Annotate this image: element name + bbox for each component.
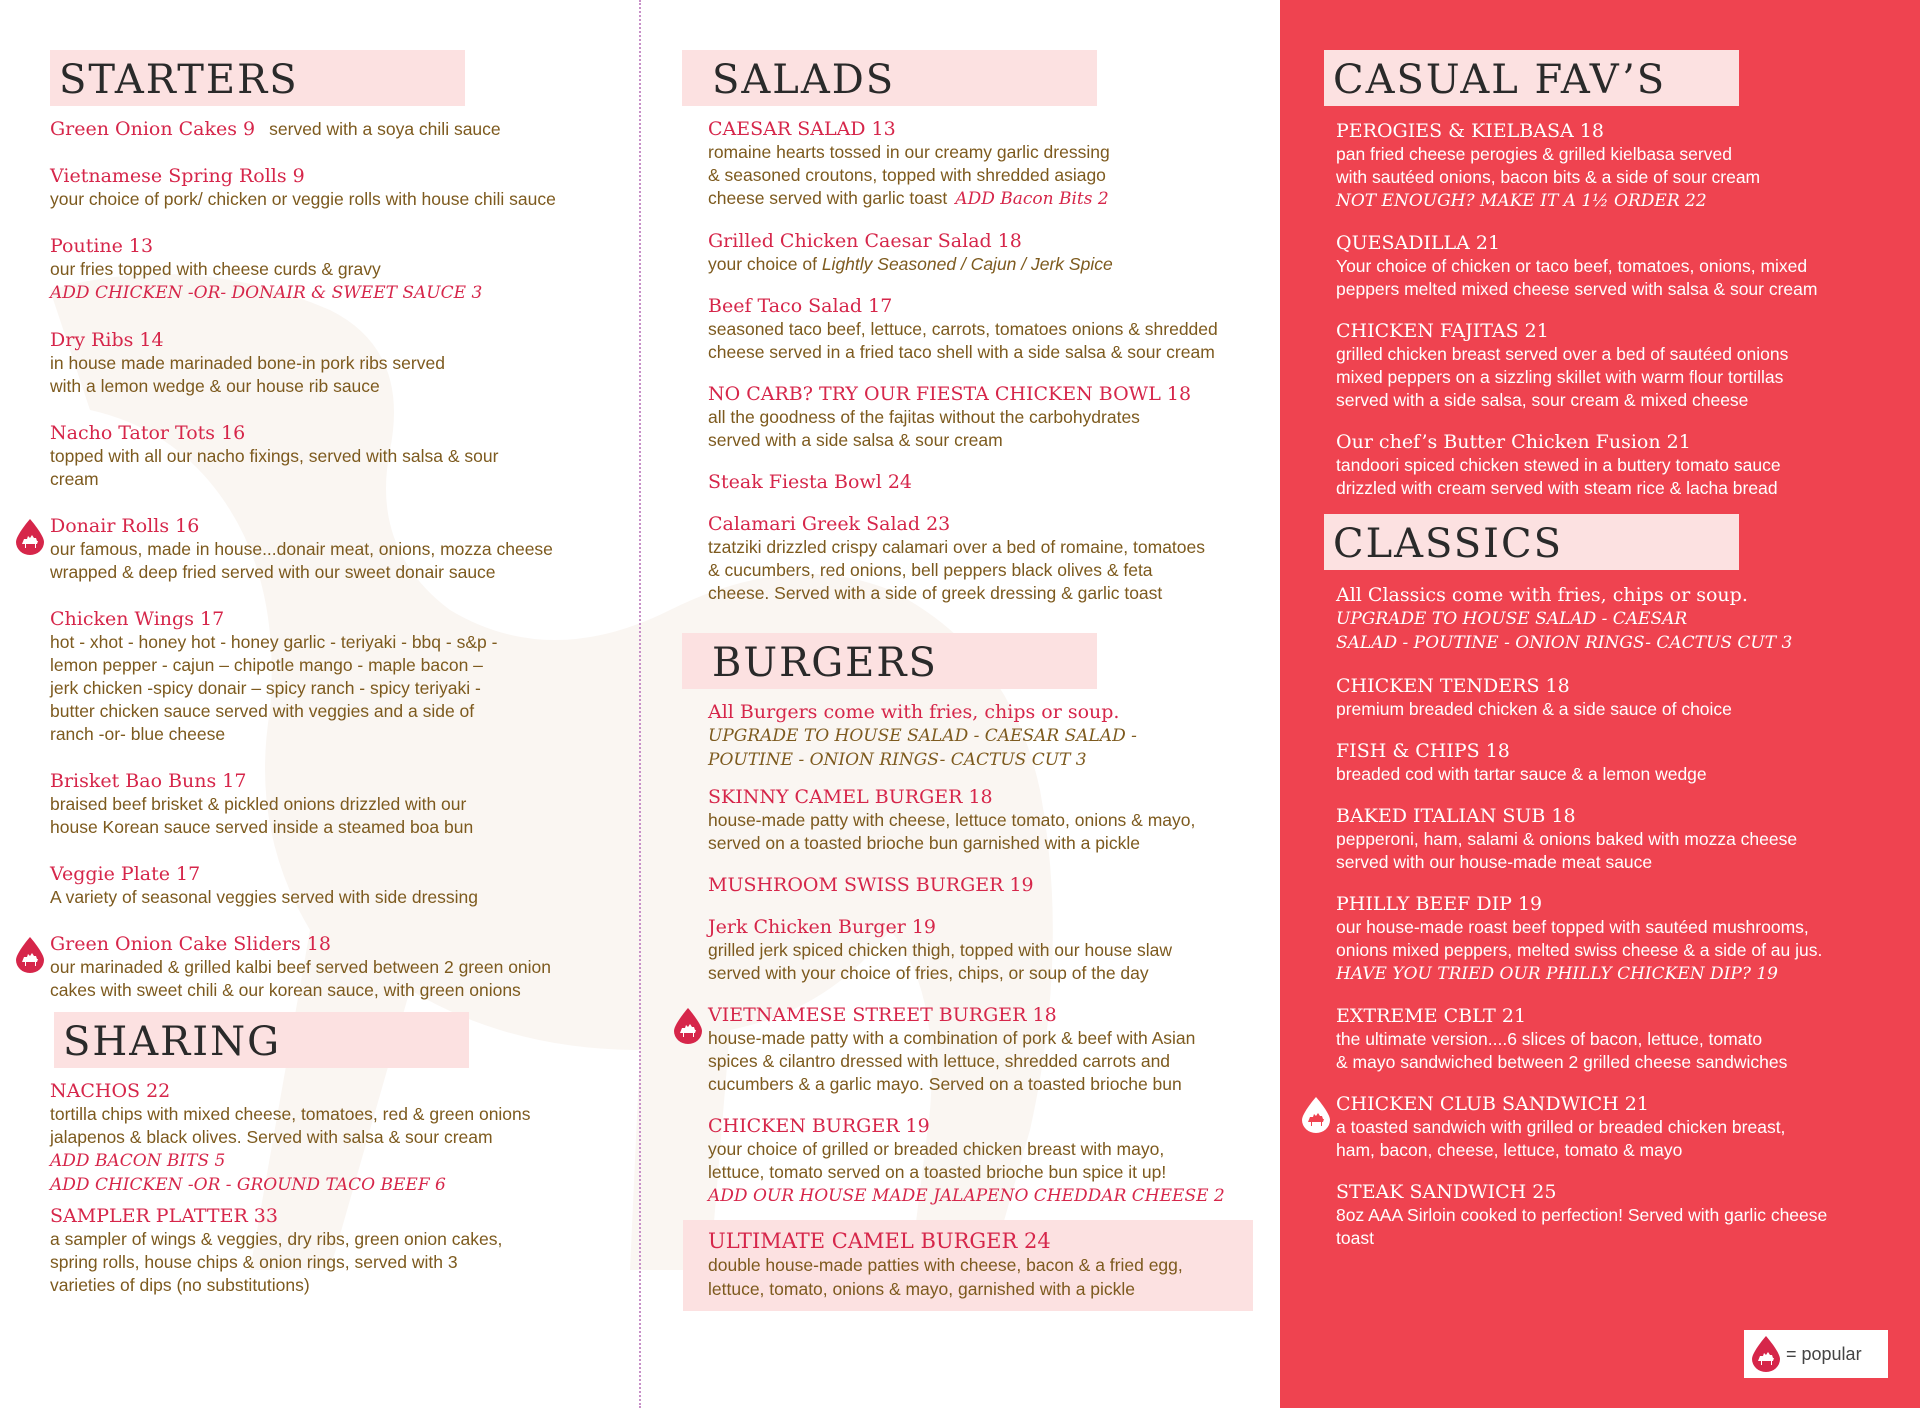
item-name: ULTIMATE CAMEL BURGER 24 (708, 1229, 1051, 1253)
item-desc: our famous, made in house...donair meat, onions, mozza cheese wrapped & deep fried served with our sweet donair sauce (50, 539, 553, 582)
menu-item (1336, 740, 1920, 786)
item-name: BAKED ITALIAN SUB 18 (1336, 805, 1576, 827)
item-name: Dry Ribs 14 (50, 329, 164, 351)
item-addon: ADD Bacon Bits 2 (955, 189, 1109, 209)
legend-label: = popular (1786, 1343, 1862, 1364)
item-desc: the ultimate version....6 slices of bacon, lettuce, tomato & mayo sandwiched between 2 grilled cheese sandwiches (1336, 1029, 1788, 1072)
item-desc: pepperoni, ham, salami & onions baked with mozza cheese served with our house-made meat sauce (1336, 829, 1798, 872)
item-desc: breaded cod with tartar sauce & a lemon wedge (1336, 764, 1707, 784)
item-name: CHICKEN BURGER 19 (708, 1115, 930, 1137)
menu-item (50, 165, 640, 211)
menu-item (708, 513, 1280, 605)
item-name: Calamari Greek Salad 23 (708, 513, 951, 535)
item-desc (708, 253, 1280, 276)
item-name: Our chef’s Butter Chicken Fusion 21 (1336, 431, 1691, 453)
item-addon: HAVE YOU TRIED OUR PHILLY CHICKEN DIP? 19 (1336, 964, 1778, 984)
item-desc: your choice of grilled or breaded chicken breast with mayo, lettuce, tomato served on a toasted brioche bun spice it up! (708, 1139, 1167, 1182)
menu-item (50, 1080, 640, 1197)
item-name: CHICKEN CLUB SANDWICH 21 (1336, 1093, 1649, 1115)
item-desc: braised beef brisket & pickled onions drizzled with our house Korean sauce served inside a steamed boa bun (50, 794, 474, 837)
section-title-salads: SALADS (682, 50, 1097, 106)
item-name: Jerk Chicken Burger 19 (708, 916, 937, 938)
menu-item (1336, 120, 1920, 213)
item-desc: our marinaded & grilled kalbi beef served between 2 green onion cakes with sweet chili & our korean sauce, with green onions (50, 957, 552, 1000)
item-addon: ADD BACON BITS 5 (50, 1151, 226, 1171)
menu-item (50, 770, 640, 839)
burgers-upgrade: UPGRADE TO HOUSE SALAD - CAESAR SALAD - POUTINE - ONION RINGS- CACTUS CUT 3 (708, 726, 1137, 770)
item-name-prefix: NO CARB? (708, 383, 813, 405)
menu-item (1336, 1093, 1920, 1162)
burgers-intro-text: All Burgers come with fries, chips or soup. (708, 701, 1120, 723)
item-desc: A variety of seasonal veggies served with side dressing (50, 887, 479, 907)
menu-item (708, 1004, 1280, 1096)
item-desc: our house-made roast beef topped with sautéed mushrooms, onions mixed peppers, melted swiss cheese & a side of au jus. (1336, 917, 1823, 960)
menu-item (708, 786, 1280, 855)
menu-item (1336, 893, 1920, 986)
menu-item (50, 422, 640, 491)
menu-item (50, 235, 640, 305)
camel-drop-icon (16, 937, 44, 973)
item-desc: your choice of pork/ chicken or veggie rolls with house chili sauce (50, 189, 556, 209)
item-name: CHICKEN FAJITAS 21 (1336, 320, 1549, 342)
item-desc (708, 141, 1280, 211)
menu-item (1336, 1005, 1920, 1074)
item-name: Vietnamese Spring Rolls 9 (50, 165, 305, 187)
popular-legend (1744, 1330, 1888, 1378)
item-desc: Your choice of chicken or taco beef, tomatoes, onions, mixed peppers melted mixed cheese served with salsa & sour cream (1336, 256, 1818, 299)
section-title-classics: CLASSICS (1324, 514, 1739, 570)
item-desc: tzatziki drizzled crispy calamari over a bed of romaine, tomatoes & cucumbers, red onions, bell peppers black olives & feta cheese. Served with a side of greek dressing & garlic toast (708, 537, 1206, 603)
item-desc-text: romaine hearts tossed in our creamy garlic dressing & seasoned croutons, topped with shredded asiago cheese served with garlic toast (708, 142, 1110, 208)
item-desc: grilled chicken breast served over a bed of sautéed onions mixed peppers on a sizzling skillet with warm flour tortillas served with a side salsa, sour cream & mixed cheese (1336, 344, 1789, 410)
item-name: Donair Rolls 16 (50, 515, 200, 537)
item-name: NACHOS 22 (50, 1080, 171, 1102)
item-name: Grilled Chicken Caesar Salad 18 (708, 230, 1022, 252)
item-name: CAESAR SALAD 13 (708, 118, 896, 140)
item-name: FISH & CHIPS 18 (1336, 740, 1510, 762)
item-desc-text: your choice of (708, 254, 817, 274)
item-name: SAMPLER PLATTER 33 (50, 1205, 278, 1227)
item-name: Brisket Bao Buns 17 (50, 770, 247, 792)
item-name: EXTREME CBLT 21 (1336, 1005, 1527, 1027)
item-desc: our fries topped with cheese curds & gravy (50, 259, 381, 279)
camel-drop-icon (1302, 1097, 1330, 1133)
item-addon: ADD OUR HOUSE MADE JALAPENO CHEDDAR CHEESE 2 (708, 1186, 1225, 1206)
item-addon: ADD CHICKEN -OR- DONAIR & SWEET SAUCE 3 (50, 283, 483, 303)
menu-item (50, 863, 640, 909)
menu-item (50, 1205, 640, 1297)
menu-item (50, 515, 640, 584)
column-casual-classics (1280, 0, 1920, 1408)
item-desc: tandoori spiced chicken stewed in a buttery tomato sauce drizzled with cream served with steam rice & lacha bread (1336, 455, 1781, 498)
item-name: CHICKEN TENDERS 18 (1336, 675, 1570, 697)
item-addon: NOT ENOUGH? MAKE IT A 1½ ORDER 22 (1336, 191, 1707, 211)
item-name: Beef Taco Salad 17 (708, 295, 893, 317)
menu-item (708, 471, 1280, 494)
section-title-casual: CASUAL FAV’S (1324, 50, 1739, 106)
menu-item (50, 329, 640, 398)
menu-item (1336, 320, 1920, 412)
column-starters-sharing (0, 0, 640, 1408)
item-addon: ADD CHICKEN -OR - GROUND TACO BEEF 6 (50, 1175, 446, 1195)
item-desc: hot - xhot - honey hot - honey garlic - teriyaki - bbq - s&p - lemon pepper - cajun – chipotle mango - maple bacon – jerk chicken -spicy donair – spicy ranch - spicy teriyaki - butter chicken sauce served with veggies and a side of ranch -or- blue cheese (50, 632, 498, 744)
menu-item (708, 383, 1280, 452)
item-desc: 8oz AAA Sirloin cooked to perfection! Served with garlic cheese toast (1336, 1205, 1828, 1248)
menu-item (50, 933, 640, 1002)
menu-item (708, 916, 1280, 985)
item-name: Nacho Tator Tots 16 (50, 422, 246, 444)
item-desc: house-made patty with a combination of pork & beef with Asian spices & cilantro dressed with lettuce, shredded carrots and cucumbers & a garlic mayo. Served on a toasted brioche bun (708, 1028, 1196, 1094)
menu-item (1336, 232, 1920, 301)
camel-drop-icon (16, 519, 44, 555)
section-title-burgers: BURGERS (682, 633, 1097, 689)
item-name: MUSHROOM SWISS BURGER 19 (708, 874, 1034, 896)
menu-item (50, 118, 640, 141)
item-name: Green Onion Cake Sliders 18 (50, 933, 331, 955)
item-name-main: TRY OUR FIESTA CHICKEN BOWL 18 (819, 383, 1192, 405)
column-salads-burgers (640, 0, 1280, 1408)
item-name: QUESADILLA 21 (1336, 232, 1501, 254)
featured-item (683, 1220, 1253, 1311)
camel-drop-icon (674, 1008, 702, 1044)
item-name: SKINNY CAMEL BURGER 18 (708, 786, 993, 808)
menu-item (1336, 1181, 1920, 1250)
menu-item (708, 874, 1280, 897)
item-desc: served with a soya chili sauce (269, 119, 501, 139)
menu-item (708, 295, 1280, 364)
item-name: Poutine 13 (50, 235, 154, 257)
section-title-sharing: SHARING (54, 1012, 469, 1068)
item-desc: pan fried cheese perogies & grilled kielbasa served with sautéed onions, bacon bits & a side of sour cream (1336, 144, 1761, 187)
item-desc: seasoned taco beef, lettuce, carrots, tomatoes onions & shredded cheese served in a fried taco shell with a side salsa & sour cream (708, 319, 1218, 362)
item-desc: a toasted sandwich with grilled or breaded chicken breast, ham, bacon, cheese, lettuce, tomato & mayo (1336, 1117, 1786, 1160)
menu-item (1336, 805, 1920, 874)
burgers-intro (708, 701, 1280, 772)
item-name: PEROGIES & KIELBASA 18 (1336, 120, 1604, 142)
item-name: PHILLY BEEF DIP 19 (1336, 893, 1543, 915)
camel-drop-icon (1752, 1336, 1780, 1372)
item-desc: all the goodness of the fajitas without the carbohydrates served with a side salsa & sour cream (708, 407, 1140, 450)
classics-intro-text: All Classics come with fries, chips or soup. (1336, 584, 1748, 606)
item-desc: in house made marinaded bone-in pork ribs served with a lemon wedge & our house rib sauce (50, 353, 445, 396)
menu-item (708, 118, 1280, 211)
item-desc: grilled jerk spiced chicken thigh, topped with our house slaw served with your choice of fries, chips, or soup of the day (708, 940, 1173, 983)
menu-item (1336, 431, 1920, 500)
item-desc: house-made patty with cheese, lettuce tomato, onions & mayo, served on a toasted brioche bun garnished with a pickle (708, 810, 1196, 853)
item-desc: double house-made patties with cheese, bacon & a fried egg, lettuce, tomato, onions & mayo, garnished with a pickle (708, 1255, 1183, 1299)
menu-item (1336, 675, 1920, 721)
item-name: Chicken Wings 17 (50, 608, 225, 630)
menu-item (708, 230, 1280, 276)
item-name: Green Onion Cakes 9 (50, 118, 256, 140)
item-name: VIETNAMESE STREET BURGER 18 (708, 1004, 1057, 1026)
item-name: Veggie Plate 17 (50, 863, 201, 885)
item-desc: a sampler of wings & veggies, dry ribs, green onion cakes, spring rolls, house chips & onion rings, served with 3 varieties of dips (no substitutions) (50, 1229, 503, 1295)
classics-intro (1336, 584, 1920, 655)
menu-item (708, 1115, 1280, 1208)
item-name: STEAK SANDWICH 25 (1336, 1181, 1557, 1203)
item-desc: premium breaded chicken & a side sauce of choice (1336, 699, 1732, 719)
menu-item (50, 608, 640, 746)
item-desc: topped with all our nacho fixings, served with salsa & sour cream (50, 446, 499, 489)
classics-upgrade: UPGRADE TO HOUSE SALAD - CAESAR SALAD - POUTINE - ONION RINGS- CACTUS CUT 3 (1336, 609, 1793, 653)
item-name (708, 383, 1280, 406)
section-title-starters: STARTERS (50, 50, 465, 106)
item-name: Steak Fiesta Bowl 24 (708, 471, 912, 493)
item-desc: tortilla chips with mixed cheese, tomatoes, red & green onions jalapenos & black olives. Served with salsa & sour cream (50, 1104, 531, 1147)
item-options: Lightly Seasoned / Cajun / Jerk Spice (821, 254, 1113, 274)
